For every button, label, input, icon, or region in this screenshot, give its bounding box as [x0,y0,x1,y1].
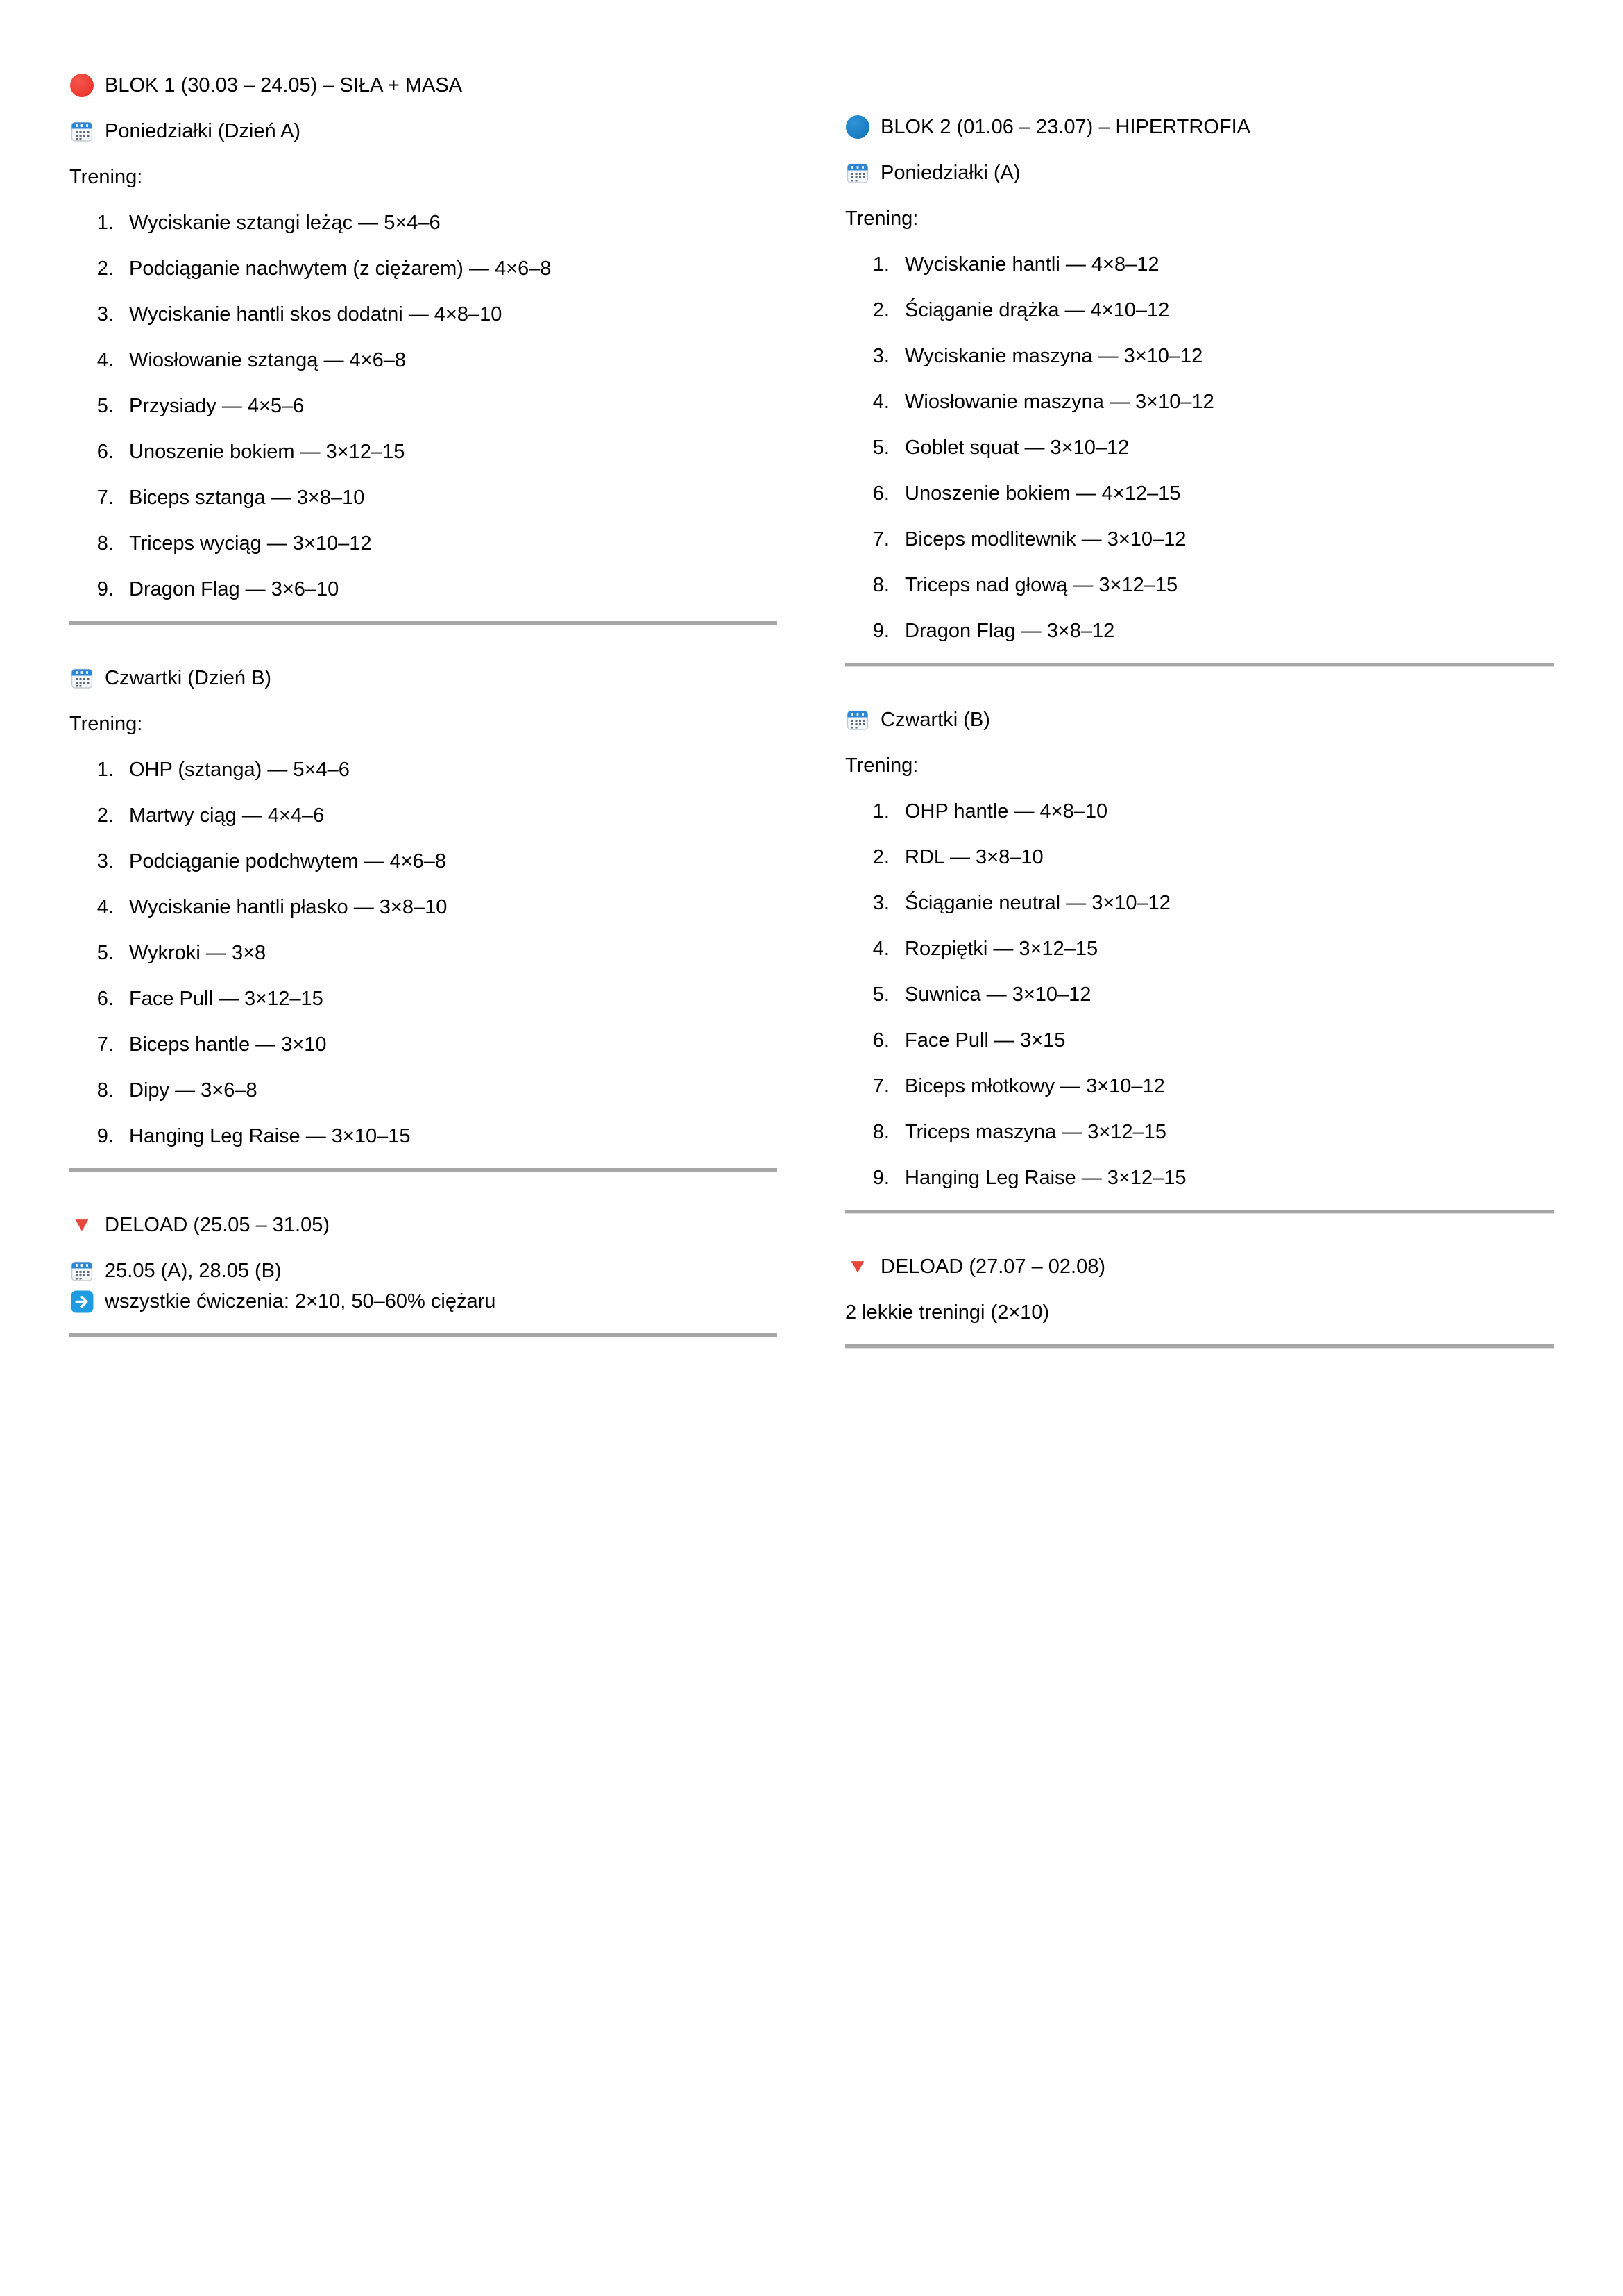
exercise-item: 9. Dragon Flag — 3×8–12 [895,617,1554,645]
exercise-item: 5. Wykroki — 3×8 [119,939,777,967]
block1-deload-note [69,1288,777,1315]
block1-deload-note-text: wszystkie ćwiczenia: 2×10, 50–60% ciężaru [105,1290,496,1312]
exercise-item: 8. Triceps nad głową — 3×12–15 [895,571,1554,599]
block2-deload-note: 2 lekkie treningi (2×10) [845,1301,1050,1324]
exercise-item: 6. Unoszenie bokiem — 4×12–15 [895,480,1554,507]
block1-day-b-header [69,664,777,692]
trening-label: Trening: [845,754,919,777]
exercise-item: 9. Dragon Flag — 3×6–10 [119,575,777,603]
block2-column [845,113,1554,1387]
block2-title: BLOK 2 (01.06 – 23.07) – HIPERTROFIA [881,116,1250,138]
exercise-item: 4. Wiosłowanie maszyna — 3×10–12 [895,388,1554,416]
block2-deload-header [845,1253,1554,1281]
divider [845,663,1554,667]
exercise-item: 3. Ściąganie neutral — 3×10–12 [895,889,1554,917]
block1-day-b-label: Czwartki (Dzień B) [105,667,272,689]
block2-day-a-label: Poniedziałki (A) [881,162,1021,184]
block2-deload-title: DELOAD (27.07 – 02.08) [881,1256,1106,1278]
calendar-icon [69,666,94,691]
block2-day-a-header [845,159,1554,187]
exercise-item: 7. Biceps sztanga — 3×8–10 [119,484,777,512]
exercise-item: 5. Suwnica — 3×10–12 [895,981,1554,1008]
exercise-item: 7. Biceps hantle — 3×10 [119,1031,777,1058]
exercise-list [845,797,1554,1192]
exercise-item: 5. Przysiady — 4×5–6 [119,392,777,420]
exercise-item: 4. Wyciskanie hantli płasko — 3×8–10 [119,893,777,921]
red-triangle-down-icon [69,1213,94,1238]
exercise-item: 3. Wyciskanie maszyna — 3×10–12 [895,342,1554,370]
block1-day-a-label: Poniedziałki (Dzień A) [105,120,301,142]
exercise-list [69,756,777,1150]
calendar-icon [845,160,870,185]
exercise-item: 2. Ściąganie drążka — 4×10–12 [895,296,1554,324]
trening-label: Trening: [69,713,143,735]
exercise-item: 1. OHP (sztanga) — 5×4–6 [119,756,777,784]
exercise-item: 9. Hanging Leg Raise — 3×12–15 [895,1164,1554,1192]
divider [69,621,777,625]
exercise-item: 1. Wyciskanie hantli — 4×8–12 [895,251,1554,278]
exercise-item: 6. Unoszenie bokiem — 3×12–15 [119,438,777,466]
trening-label: Trening: [845,208,919,230]
trening-label: Trening: [69,166,143,188]
exercise-item: 3. Podciąganie podchwytem — 4×6–8 [119,847,777,875]
block2-day-b-header [845,706,1554,734]
exercise-item: 1. OHP hantle — 4×8–10 [895,797,1554,825]
calendar-icon [69,119,94,144]
block1-title: BLOK 1 (30.03 – 24.05) – SIŁA + MASA [105,74,463,96]
exercise-item: 6. Face Pull — 3×12–15 [119,985,777,1013]
block1-deload-schedule-text: 25.05 (A), 28.05 (B) [105,1260,282,1282]
exercise-item: 2. RDL — 3×8–10 [895,843,1554,871]
block1-deload-title: DELOAD (25.05 – 31.05) [105,1214,330,1236]
exercise-item: 8. Triceps wyciąg — 3×10–12 [119,530,777,557]
exercise-item: 4. Rozpiętki — 3×12–15 [895,935,1554,963]
exercise-item: 8. Triceps maszyna — 3×12–15 [895,1118,1554,1146]
divider [845,1210,1554,1214]
exercise-item: 3. Wyciskanie hantli skos dodatni — 4×8–10 [119,301,777,328]
exercise-item: 7. Biceps modlitewnik — 3×10–12 [895,525,1554,553]
divider [69,1333,777,1337]
block2-title-row [845,113,1554,141]
block2-day-b-label: Czwartki (B) [881,709,990,731]
block1-column [69,71,777,1376]
calendar-icon [69,1258,94,1283]
blue-circle-icon [845,115,870,140]
divider [845,1344,1554,1349]
exercise-item: 7. Biceps młotkowy — 3×10–12 [895,1072,1554,1100]
exercise-list [69,209,777,603]
exercise-item: 2. Podciąganie nachwytem (z ciężarem) — 4×6–8 [119,255,777,282]
exercise-list [845,251,1554,645]
exercise-item: 9. Hanging Leg Raise — 3×10–15 [119,1122,777,1150]
red-circle-icon [69,73,94,98]
red-triangle-down-icon [845,1254,870,1279]
block1-day-a-header [69,117,777,145]
exercise-item: 5. Goblet squat — 3×10–12 [895,434,1554,462]
arrow-right-icon [69,1289,94,1314]
block1-title-row [69,71,777,99]
block1-deload-schedule [69,1257,777,1285]
calendar-icon [845,707,870,732]
divider [69,1168,777,1172]
exercise-item: 1. Wyciskanie sztangi leżąc — 5×4–6 [119,209,777,237]
exercise-item: 6. Face Pull — 3×15 [895,1027,1554,1054]
exercise-item: 8. Dipy — 3×6–8 [119,1077,777,1104]
block1-deload-header [69,1211,777,1239]
exercise-item: 4. Wiosłowanie sztangą — 4×6–8 [119,346,777,374]
exercise-item: 2. Martwy ciąg — 4×4–6 [119,802,777,829]
